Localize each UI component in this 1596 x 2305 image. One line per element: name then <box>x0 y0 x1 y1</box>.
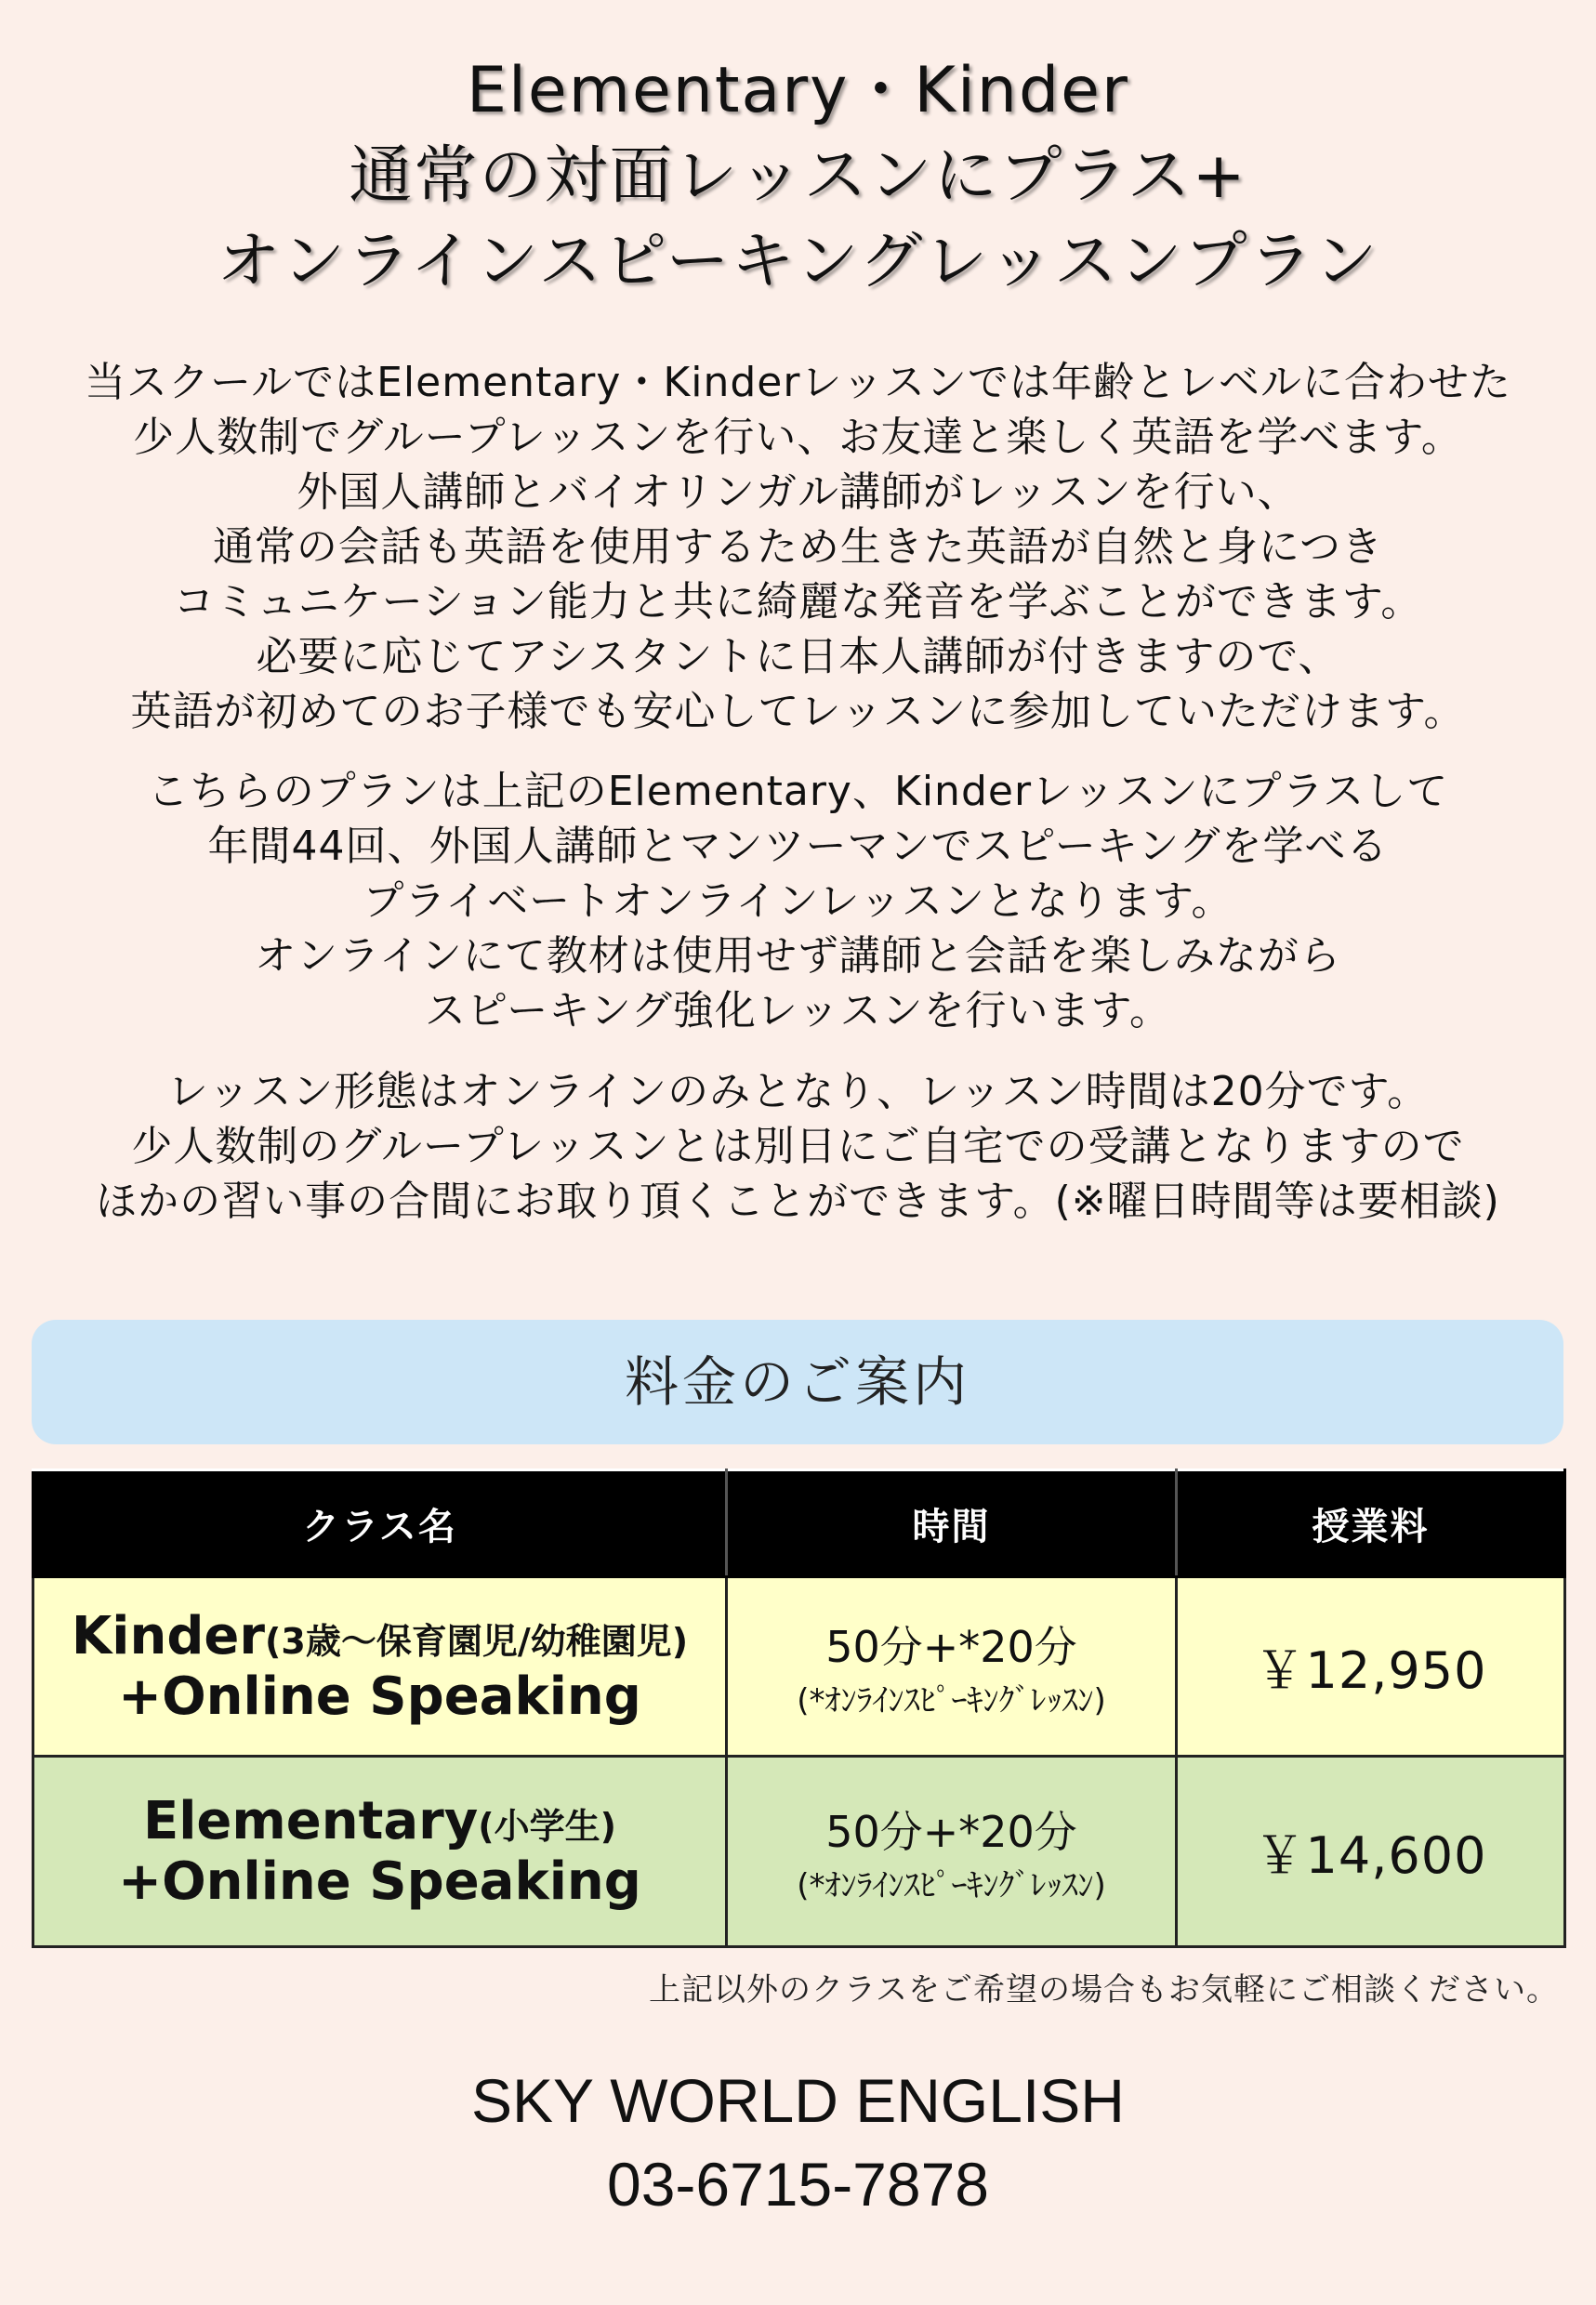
class-addon: +Online Speaking <box>118 1666 641 1727</box>
class-cell <box>33 1577 727 1757</box>
plan-paragraph <box>0 764 1596 1038</box>
intro-line: 英語が初めてのお子様でも安心してレッスンに参加していただけます。 <box>130 688 1466 735</box>
lesson-time: 50分+*20分 <box>825 1621 1077 1672</box>
plan-line: オンラインにて教材は使用せず講師と会話を楽しみながら <box>255 932 1341 980</box>
school-phone: 03-6715-7878 <box>606 2150 990 2219</box>
intro-line: 必要に応じてアシスタントに日本人講師が付きますので、 <box>256 633 1340 680</box>
class-name: Kinder <box>71 1606 266 1666</box>
intro-line: 通常の会話も英語を使用するため生きた英語が自然と身につき <box>212 523 1384 571</box>
header-class-name: クラス名 <box>33 1470 727 1577</box>
plan-line: プライベートオンラインレッスンとなります。 <box>363 877 1233 925</box>
format-line: 少人数制のグループレッスンとは別日にご自宅での受講となりますので <box>131 1123 1465 1170</box>
fee-cell <box>1177 1757 1565 1947</box>
table-row <box>33 1577 1565 1757</box>
format-line: ほかの習い事の合間にお取り頂くことができます。(※曜日時間等は要相談) <box>96 1178 1500 1225</box>
table-header-row <box>33 1470 1565 1577</box>
class-cell <box>33 1757 727 1947</box>
table-row <box>33 1757 1565 1947</box>
school-name: SKY WORLD ENGLISH <box>471 2066 1125 2135</box>
time-cell <box>727 1757 1177 1947</box>
class-age: (3歳〜保育園児/幼稚園児) <box>265 1621 689 1662</box>
time-cell <box>727 1577 1177 1757</box>
intro-line: コミュニケーション能力と共に綺麗な発音を学ぶことができます。 <box>173 578 1423 626</box>
title-line-3: オンラインスピーキングレッスンプラン <box>217 225 1379 298</box>
school-contact <box>0 2059 1596 2226</box>
plan-line: こちらのプランは上記のElementary、Kinderレッスンにプラスして <box>147 768 1449 815</box>
page-title <box>0 48 1596 305</box>
lesson-fee: ￥12,950 <box>1254 1640 1487 1700</box>
intro-line: 少人数制でグループレッスンを行い、お友達と楽しく英語を学べます。 <box>133 414 1463 461</box>
class-name: Elementary <box>142 1791 479 1851</box>
class-age: (小学生) <box>478 1806 617 1847</box>
pricing-table <box>32 1469 1566 1948</box>
lesson-time-note: (*ｵﾝﾗｲﾝｽﾋﾟｰｷﾝｸﾞﾚｯｽﾝ) <box>797 1681 1106 1719</box>
fee-cell <box>1177 1577 1565 1757</box>
lesson-time-note: (*ｵﾝﾗｲﾝｽﾋﾟｰｷﾝｸﾞﾚｯｽﾝ) <box>797 1866 1106 1904</box>
consultation-note: 上記以外のクラスをご希望の場合もお気軽にご相談ください。 <box>649 1971 1559 2009</box>
plan-line: 年間44回、外国人講師とマンツーマンでスピーキングを学べる <box>207 823 1389 870</box>
format-line: レッスン形態はオンラインのみとなり、レッスン時間は20分です。 <box>166 1068 1430 1115</box>
title-line-2: 通常の対面レッスンにプラス+ <box>349 139 1247 213</box>
format-paragraph <box>0 1064 1596 1229</box>
intro-line: 当スクールではElementary・Kinderレッスンでは年齢とレベルに合わせた <box>85 359 1511 406</box>
lesson-fee: ￥14,600 <box>1254 1825 1487 1885</box>
intro-paragraph <box>0 355 1596 739</box>
lesson-time: 50分+*20分 <box>825 1806 1077 1857</box>
pricing-banner: 料金のご案内 <box>32 1320 1563 1444</box>
title-line-1: Elementary・Kinder <box>467 54 1129 127</box>
header-fee: 授業料 <box>1177 1470 1565 1577</box>
class-addon: +Online Speaking <box>118 1851 641 1912</box>
plan-line: スピーキング強化レッスンを行います。 <box>425 987 1171 1034</box>
header-time: 時間 <box>727 1470 1177 1577</box>
intro-line: 外国人講師とバイオリンガル講師がレッスンを行い、 <box>297 468 1299 516</box>
